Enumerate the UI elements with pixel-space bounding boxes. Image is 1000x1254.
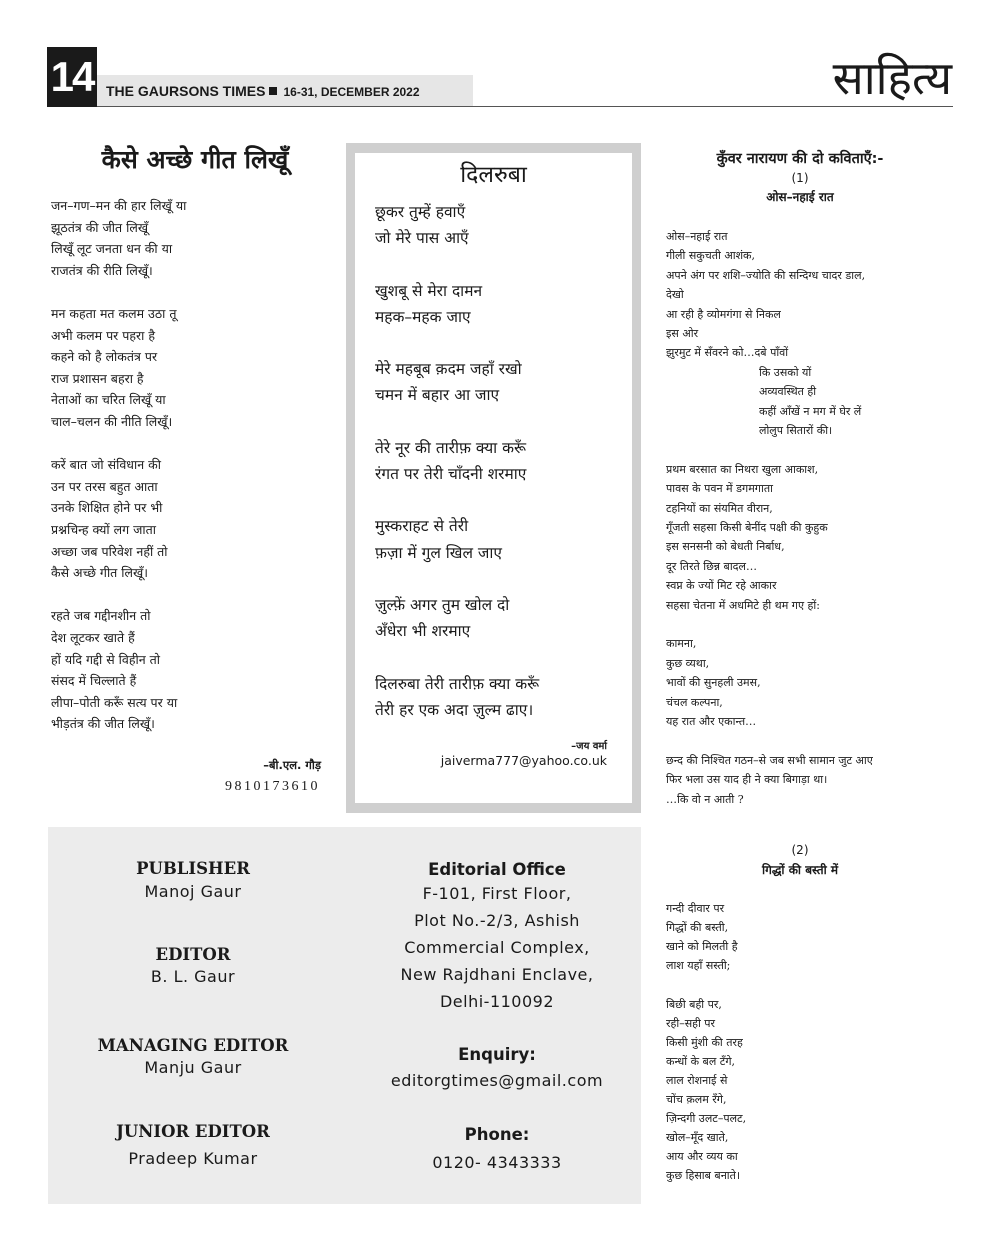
enquiry-email: editorgtimes@gmail.com: [390, 1071, 604, 1090]
office-label: Editorial Office: [428, 860, 566, 879]
poem-line: रंगत पर तेरी चाँदनी शरमाए: [375, 465, 527, 483]
poem-line: छन्द की निश्चित गठन–से जब सभी सामान जुट आए: [666, 753, 873, 767]
poem-line: हों यदि गद्दी से विहीन तो: [51, 651, 161, 667]
poem-line: अच्छा जब परिवेश नहीं तो: [51, 543, 168, 559]
issue-date: 16-31, DECEMBER 2022: [283, 85, 420, 99]
editor-label: EDITOR: [155, 945, 231, 964]
poem-line: करें बात जो संविधान की: [51, 457, 161, 473]
poem3-part1-title: ओस–नहाई रात: [766, 190, 834, 204]
poem-line: …कि वो न आती ?: [666, 792, 744, 806]
poem-line: देश लूटकर खाते हैं: [51, 630, 135, 645]
publisher-label: PUBLISHER: [136, 859, 250, 878]
managing-editor-name: Manju Gaur: [144, 1058, 242, 1077]
poem-line: यह रात और एकान्त…: [666, 715, 757, 728]
poem1-phone: 9810173610: [225, 779, 320, 794]
poem-line: लीपा–पोती करूँ सत्य पर या: [51, 694, 178, 710]
poem-line: बिछी बही पर,: [666, 997, 722, 1011]
poem-line: चंचल कल्पना,: [666, 695, 723, 709]
managing-editor-label: MANAGING EDITOR: [97, 1036, 289, 1055]
poem-line: किसी मुंशी की तरह: [666, 1035, 743, 1049]
enquiry-label: Enquiry:: [458, 1045, 536, 1064]
poem-line: सहसा चेतना में अधमिटे ही थम गए हों:: [666, 598, 820, 612]
poem-line: महक–महक जाए: [375, 307, 471, 326]
poem2-email: jaiverma777@yahoo.co.uk: [440, 753, 607, 768]
poem-line: स्वप्न के ज्यों मिट रहे आकार: [666, 579, 777, 593]
poem-line: चमन में बहार आ जाए: [375, 386, 500, 405]
poem-line: छूकर तुम्हें हवाएँ: [375, 203, 466, 221]
poem-line: टहनियों का संयमित वीरान,: [666, 501, 773, 515]
poem-line: झूठतंत्र की जीत लिखूँ: [51, 219, 149, 235]
poem3-heading: कुँवर नारायण की दो कविताएँ:-: [716, 151, 884, 167]
poem-line: अँधेरा भी शरमाए: [375, 622, 471, 641]
poem-line: लिखूँ लूट जनता धन की या: [51, 241, 173, 257]
poem-line: रहते जब गद्दीनशीन तो: [51, 608, 151, 624]
poem-line: फिर भला उस याद ही ने क्या बिगाड़ा था।: [666, 773, 828, 787]
office-line: Delhi-110092: [439, 992, 555, 1011]
poem-line: नेताओं का चरित लिखूँ या: [51, 392, 166, 408]
poem-line: आ रही है व्योमगंगा से निकल: [666, 307, 781, 321]
poem2-title: दिलरुबा: [460, 162, 527, 188]
office-line: New Rajdhani Enclave,: [400, 965, 594, 984]
poem3-part1-number: (1): [791, 171, 809, 185]
poem1-author: –बी.एल. गौड़: [263, 758, 321, 772]
poem-line: चोंच क़लम रँगे,: [666, 1093, 727, 1106]
separator-square-icon: [269, 87, 277, 95]
poem-line: अपने अंग पर शशि–ज्योति की सन्दिग्ध चादर डाल,: [666, 268, 866, 282]
poem-line: कहीं आँखें न मग में घेर लें: [759, 404, 862, 418]
poem-line: आय और व्यय का: [666, 1150, 738, 1164]
section-title: साहित्य: [832, 51, 952, 105]
poem-line: कुछ हिसाब बनाते।: [666, 1169, 741, 1183]
junior-editor-label: JUNIOR EDITOR: [116, 1122, 270, 1141]
poem-line: गन्दी दीवार पर: [666, 902, 725, 915]
poem-line: अभी कलम पर पहरा है: [51, 327, 155, 343]
poem-line: पावस के पवन में डगमगाता: [666, 482, 773, 496]
poem-line: ओस–नहाई रात: [666, 230, 728, 243]
poem-line: जन–गण–मन की हार लिखूँ या: [51, 198, 187, 213]
poem-line: देखो: [666, 288, 684, 302]
poem-line: रही–सही पर: [666, 1016, 716, 1030]
poem-line: भावों की सुनहली उमस,: [666, 676, 761, 690]
page-number: 14: [47, 47, 97, 107]
paper-name: THE GAURSONS TIMES: [106, 83, 266, 99]
poem-line: भीड़तंत्र की जीत लिखूँ।: [51, 716, 155, 732]
junior-editor-name: Pradeep Kumar: [128, 1149, 258, 1168]
poem-line: मन कहता मत कलम उठा तू: [51, 306, 177, 321]
poem-line: मुस्कराहट से तेरी: [375, 517, 469, 536]
poem-line: कुछ व्यथा,: [666, 656, 710, 670]
poem-line: उनके शिक्षित होने पर भी: [51, 500, 163, 516]
paper-name-line: [106, 83, 420, 99]
poem-line: लाश यहाँ सस्ती;: [666, 959, 731, 973]
phone-label: Phone:: [464, 1125, 530, 1144]
poem-line: जो मेरे पास आएँ: [375, 229, 469, 248]
poem-line: इस ओर: [666, 327, 699, 340]
poem-line: तेरी हर एक अदा ज़ुल्म ढाए।: [375, 700, 534, 719]
poem-line: कैसे अच्छे गीत लिखूँ।: [51, 565, 148, 581]
poem-line: गीली सकुचती आशंक,: [666, 249, 755, 263]
poem-line: कामना,: [666, 637, 697, 651]
poem-line: लोलुप सितारों की।: [759, 424, 833, 437]
header-rule: [97, 106, 953, 107]
poem-line: उन पर तरस बहुत आता: [51, 478, 158, 494]
poem-line: दूर तिरते छिन्न बादल…: [666, 559, 757, 573]
poem-line: खाने को मिलती है: [666, 940, 738, 954]
poem-line: गिद्धों की बस्ती,: [666, 921, 729, 935]
poem-line: मेरे महबूब क़दम जहाँ रखो: [375, 360, 522, 379]
poem-line: प्रथम बरसात का निथरा खुला आकाश,: [666, 462, 819, 476]
poem-line: ज़िन्दगी उलट–पलट,: [666, 1112, 747, 1126]
poem-line: संसद में चिल्लाते हैं: [51, 673, 137, 689]
phone-number: 0120- 4343333: [432, 1153, 562, 1172]
editor-name: B. L. Gaur: [150, 967, 236, 986]
poem-line: तेरे नूर की तारीफ़ क्या करूँ: [375, 438, 527, 457]
poem-line: लाल रोशनाई से: [666, 1073, 728, 1087]
poem-line: कहने को है लोकतंत्र पर: [51, 349, 158, 365]
poem-line: अव्यवस्थित ही: [759, 385, 817, 399]
poem-line: कन्धों के बल टँगे,: [666, 1054, 736, 1068]
poem3-part2-number: (2): [791, 843, 809, 857]
poem-line: राज प्रशासन बहरा है: [51, 370, 144, 386]
poem-line: ज़ुल्फ़ें अगर तुम खोल दो: [375, 596, 510, 614]
poem-line: खोल–मूँद खाते,: [666, 1131, 729, 1145]
poem-line: चाल–चलन की नीति लिखूँ।: [51, 414, 173, 429]
office-line: Commercial Complex,: [404, 938, 590, 957]
poem-line: राजतंत्र की रीति लिखूँ।: [51, 262, 153, 278]
poem-line: इस सनसनी को बेधती निर्बाध,: [666, 540, 785, 554]
poem-line: फ़ज़ा में गुल खिल जाए: [375, 543, 502, 562]
poem-line: झुरमुट में सँवरने को…दबे पाँवों: [666, 346, 789, 360]
poem-line: गूँजती सहसा किसी बेनींद पक्षी की कुहुक: [666, 521, 828, 534]
poem3-part2-title: गिद्धों की बस्ती में: [761, 863, 839, 877]
poem1-title: कैसे अच्छे गीत लिखूँ: [101, 145, 289, 174]
office-line: Plot No.-2/3, Ashish: [414, 911, 580, 930]
poem-line: प्रश्नचिन्ह क्यों लग जाता: [51, 522, 156, 537]
poem-line: खुशबू से मेरा दामन: [375, 281, 483, 300]
poem-line: दिलरुबा तेरी तारीफ़ क्या करूँ: [375, 674, 540, 693]
poem2-author: –जय वर्मा: [571, 741, 607, 752]
poem-line: कि उसको यों: [759, 365, 812, 379]
publisher-name: Manoj Gaur: [144, 882, 242, 901]
office-line: F-101, First Floor,: [422, 884, 572, 903]
